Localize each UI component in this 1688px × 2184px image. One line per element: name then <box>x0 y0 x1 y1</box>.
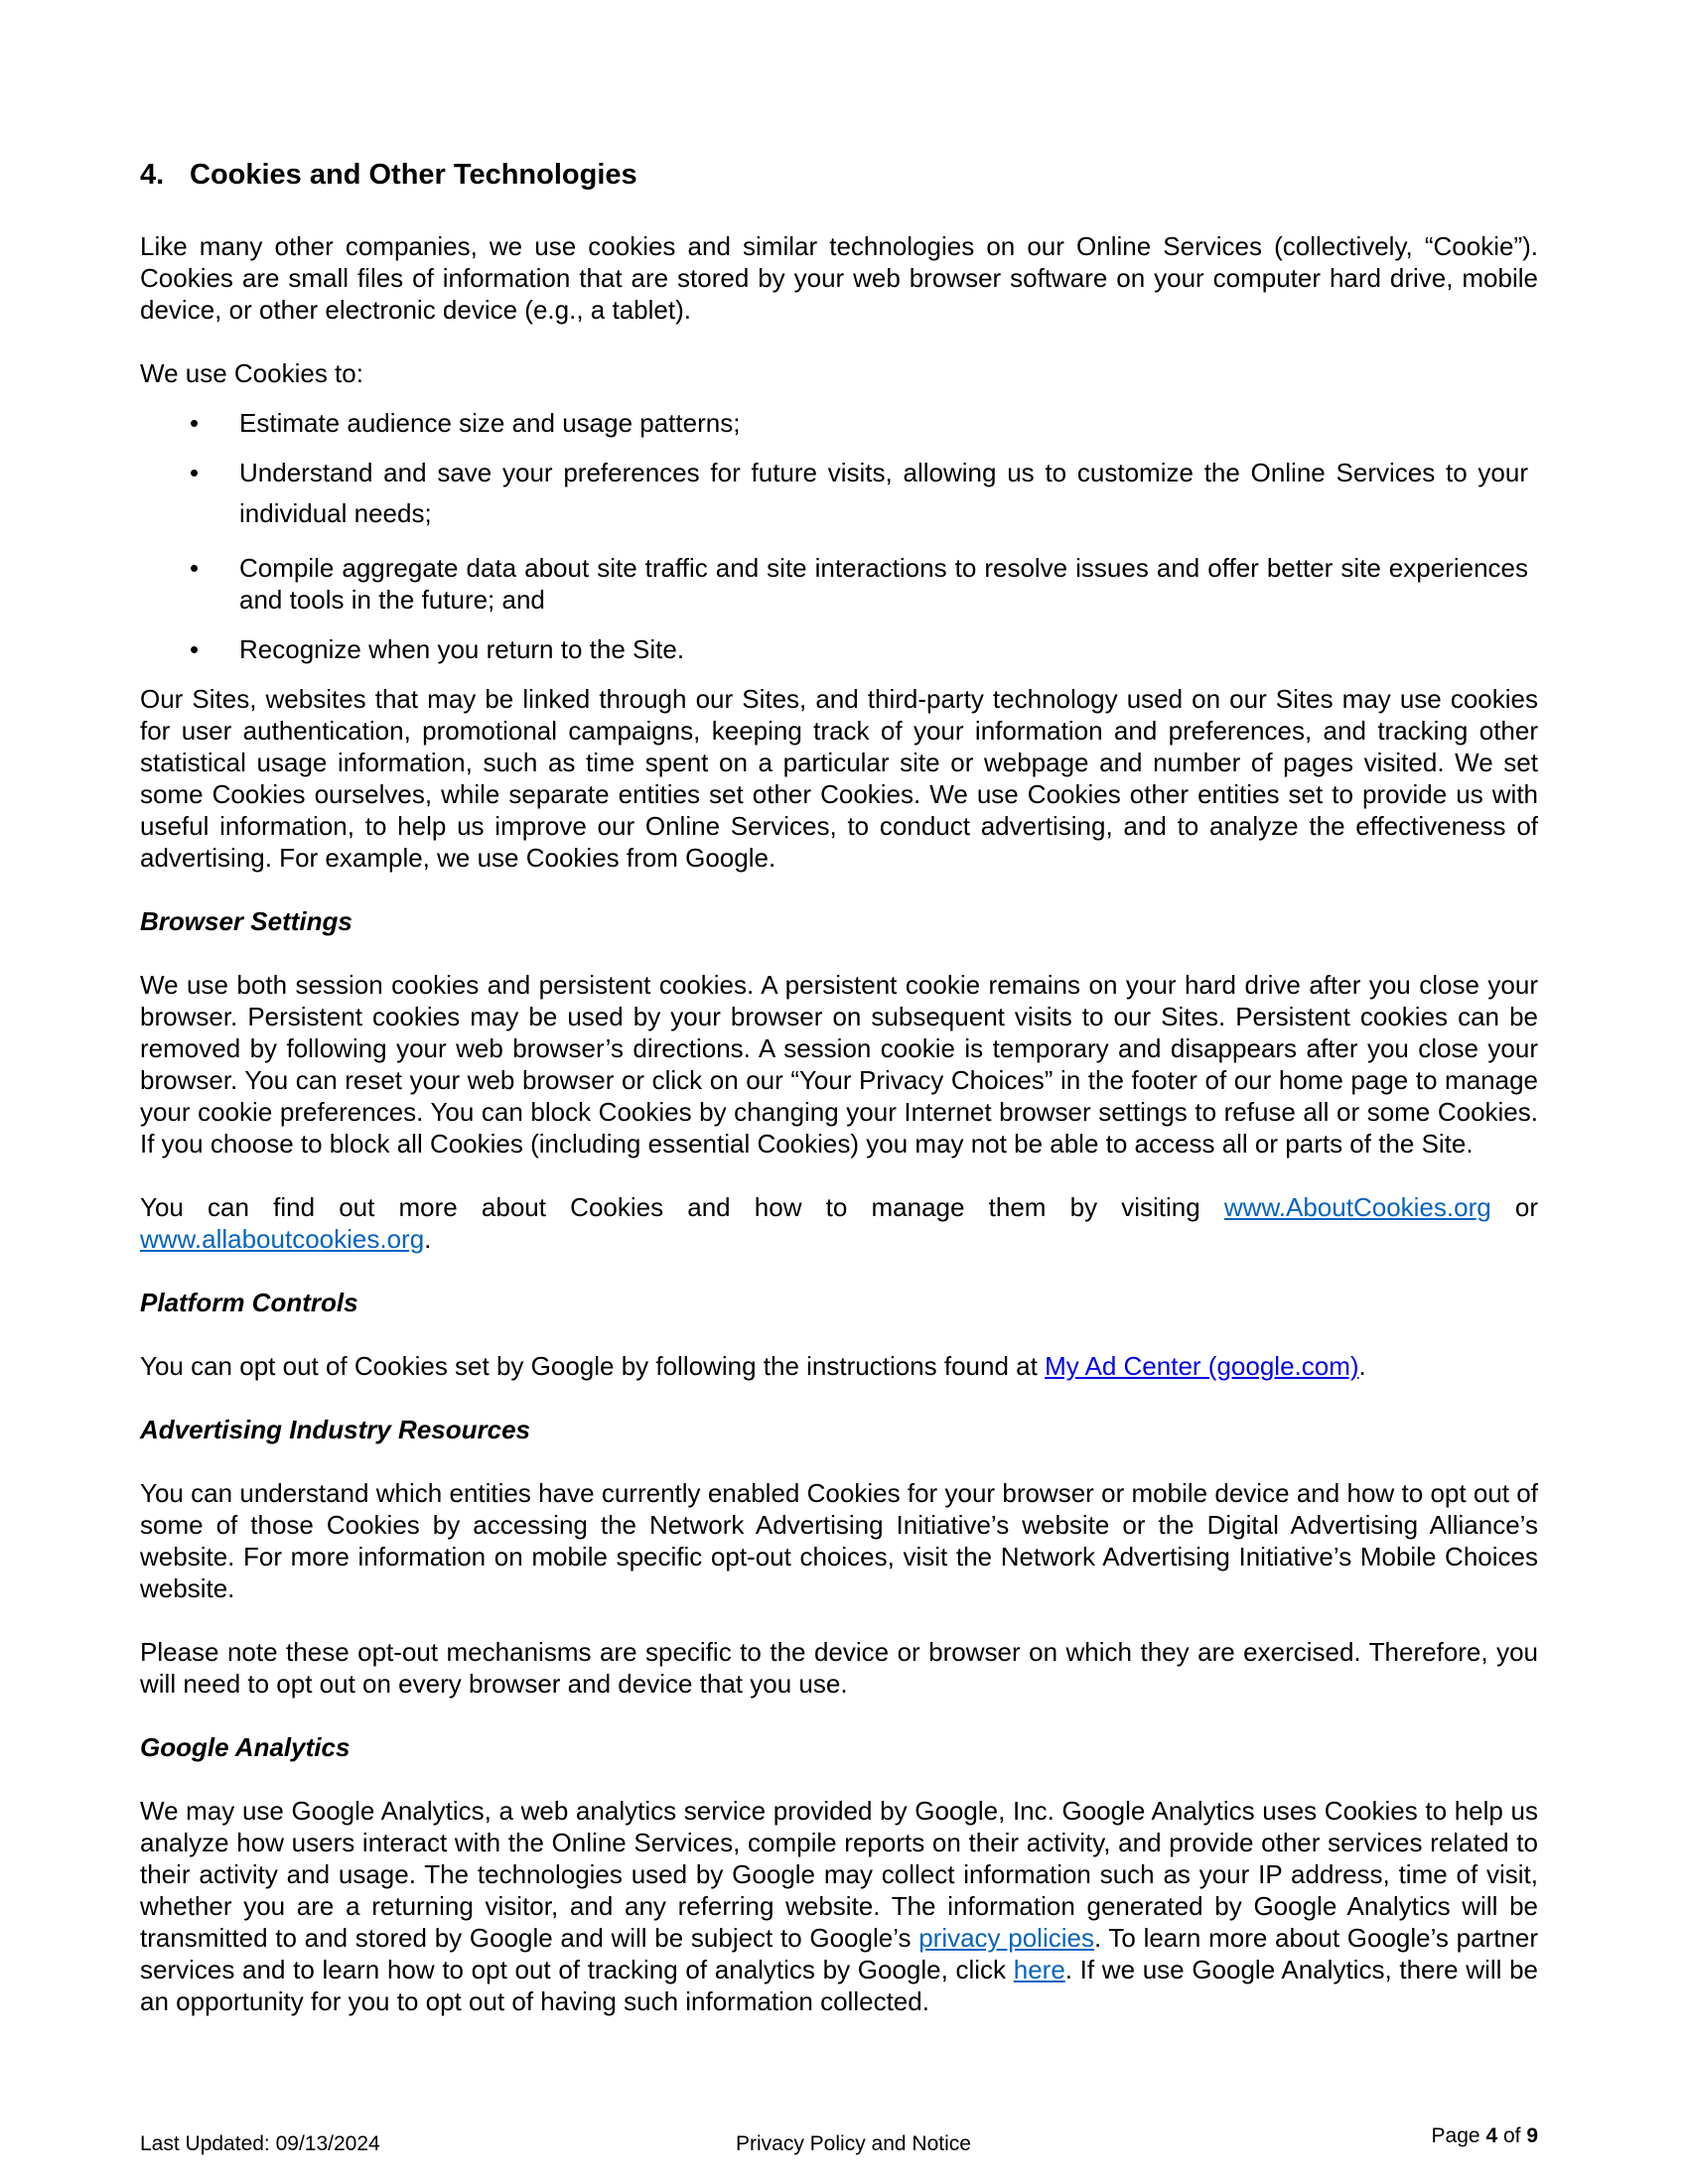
here-link[interactable]: here <box>1013 1955 1065 1984</box>
last-updated: Last Updated: 09/13/2024 <box>140 2132 380 2155</box>
list-item: • Understand and save your preferences for future visits, allowing us to customize the Online Services to your individual needs; <box>140 453 1538 534</box>
section-heading <box>140 159 637 192</box>
platform-controls-paragraph: You can opt out of Cookies set by Google by following the instructions found at My Ad Center (google.com). <box>140 1351 1366 1381</box>
footer-document-title: Privacy Policy and Notice <box>736 2132 971 2155</box>
my-ad-center-link[interactable]: My Ad Center (google.com) <box>1045 1351 1359 1381</box>
bullet-icon: • <box>190 553 200 583</box>
sites-paragraph: Our Sites, websites that may be linked through our Sites, and third-party technology used on our Sites may use cookies for user authentication, promotional campaigns, keeping track of your information and preferences, and tracking other statistical usage information, such as time spent on a particular site or webpage and number of pages visited. We set some Cookies ourselves, while separate entities set other Cookies. We use Cookies other entities set to provide us with useful information, to help us improve our Online Services, to conduct advertising, and to analyze the effectiveness of advertising. For example, we use Cookies from Google. <box>140 684 1538 873</box>
subheading-advertising-industry: Advertising Industry Resources <box>140 1415 530 1444</box>
allaboutcookies-link[interactable]: www.allaboutcookies.org <box>140 1224 425 1254</box>
bullet-icon: • <box>190 458 200 487</box>
cookie-uses-list <box>140 407 1538 665</box>
section-title: Cookies and Other Technologies <box>190 159 637 191</box>
page-number: Page 4 of 9 <box>1431 2124 1538 2147</box>
browser-settings-paragraph: We use both session cookies and persistent cookies. A persistent cookie remains on your hard drive after you close your browser. Persistent cookies may be used by your browser on subsequent visits to our Sites. Persistent cookies can be removed by following your web browser’s directions. A session cookie is temporary and disappears after you close your browser. You can reset your web browser or click on our “Your Privacy Choices” in the footer of our home page to manage your cookie preferences. You can block Cookies by changing your Internet browser settings to refuse all or some Cookies. If you choose to block all Cookies (including essential Cookies) you may not be able to access all or parts of the Site. <box>140 970 1538 1159</box>
industry-paragraph-2: Please note these opt-out mechanisms are specific to the device or browser on which they are exercised. Therefore, you will need to opt out on every browser and device that you use. <box>140 1637 1538 1699</box>
subheading-browser-settings: Browser Settings <box>140 906 352 936</box>
section-body <box>140 230 1538 2049</box>
page-footer <box>140 2124 1538 2164</box>
subheading-google-analytics: Google Analytics <box>140 1732 351 1762</box>
industry-paragraph-1: You can understand which entities have currently enabled Cookies for your browser or mobile device and how to opt out of some of those Cookies by accessing the Network Advertising Initiative’s website or the Digital Advertising Alliance’s website. For more information on mobile specific opt-out choices, visit the Network Advertising Initiative’s Mobile Choices website. <box>140 1478 1538 1603</box>
intro-paragraph: Like many other companies, we use cookies and similar technologies on our Online Services (collectively, “Cookie”). Cookies are small files of information that are stored by your web browser software on your computer hard drive, mobile device, or other electronic device (e.g., a tablet). <box>140 231 1538 325</box>
list-item: • Estimate audience size and usage patterns; <box>190 408 741 438</box>
subheading-platform-controls: Platform Controls <box>140 1288 358 1317</box>
find-out-more-paragraph: You can find out more about Cookies and how to manage them by visiting www.AboutCookies.org or www.allaboutcookies.org. <box>140 1192 1538 1254</box>
list-item: • Recognize when you return to the Site. <box>190 634 685 664</box>
aboutcookies-link[interactable]: www.AboutCookies.org <box>1223 1192 1491 1222</box>
privacy-policies-link[interactable]: privacy policies <box>918 1923 1094 1953</box>
bullet-icon: • <box>190 634 200 664</box>
bullet-icon: • <box>190 408 200 438</box>
use-cookies-intro: We use Cookies to: <box>140 358 363 388</box>
section-number: 4. <box>140 159 165 191</box>
list-item: • Compile aggregate data about site traffic and site interactions to resolve issues and offer better site experiences and tools in the future; and <box>190 553 1528 614</box>
google-analytics-paragraph: We may use Google Analytics, a web analytics service provided by Google, Inc. Google Analytics uses Cookies to help us analyze how users interact with the Online Services, compile reports on their activity, and provide other services related to their activity and usage. The technologies used by Google may collect information such as your IP address, time of visit, whether you are a returning visitor, and any referring website. The information generated by Google Analytics will be transmitted to and stored by Google and will be subject to Google’s privacy policies. To learn more about Google’s partner services and to learn how to opt out of tracking of analytics by Google, click here. If we use Google Analytics, there will be an opportunity for you to opt out of having such information collected. <box>140 1796 1538 2016</box>
